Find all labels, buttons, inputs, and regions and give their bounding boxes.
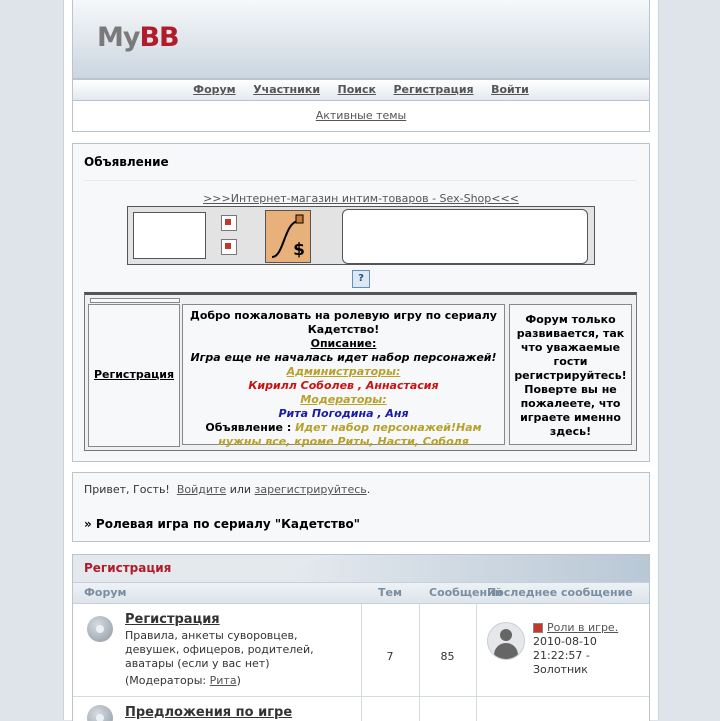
nav-login[interactable]: Войти	[491, 83, 529, 96]
info-text: Форум только развивается, так что уважаемые гости регистрируйтесь! Поверте вы не пожалеете, что играете именно здесь!	[514, 313, 627, 438]
col-divider	[361, 697, 362, 721]
active-topics-link[interactable]: Активные темы	[315, 109, 407, 122]
main-navigation	[72, 79, 650, 101]
nav-forum[interactable]: Форум	[193, 83, 236, 96]
forum-row	[73, 697, 649, 721]
banner-cursor-icon	[221, 215, 237, 231]
topic-count: 7	[386, 650, 394, 663]
post-count: 85	[440, 650, 455, 663]
announcement-divider	[84, 180, 637, 181]
category-title[interactable]: Регистрация	[84, 561, 172, 575]
registration-cell-bar	[90, 298, 180, 303]
col-last-post: Последнее сообщение	[487, 586, 633, 599]
welcome-text: Добро пожаловать на ролевую игру по сериалу Кадетство!	[190, 309, 497, 336]
last-post-info	[533, 621, 643, 677]
forum-status-icon	[87, 616, 113, 642]
moderator-link[interactable]: Рита	[209, 674, 237, 687]
last-post-link[interactable]: Роли в игре.	[547, 621, 619, 634]
banner-white-box	[133, 212, 206, 259]
banner-small-icon	[221, 239, 237, 255]
nav-search[interactable]: Поиск	[337, 83, 376, 96]
mods-suffix: )	[236, 674, 241, 687]
sub-navigation	[72, 100, 650, 132]
nav-members[interactable]: Участники	[253, 83, 321, 96]
col-topics: Тем	[378, 586, 402, 599]
col-divider	[476, 604, 477, 696]
column-headers	[73, 582, 649, 604]
category-header	[73, 555, 649, 582]
greeting-dot: .	[366, 483, 371, 496]
mybb-logo[interactable]	[97, 22, 179, 53]
dollar-sign: $	[293, 240, 305, 260]
registration-link[interactable]: Регистрация	[93, 368, 175, 381]
announcement-block	[72, 143, 650, 462]
help-icon[interactable]: ?	[352, 270, 370, 288]
avatar-body	[494, 643, 518, 659]
last-poster-avatar[interactable]	[487, 622, 525, 660]
last-post-icon	[533, 623, 543, 633]
mods-prefix: (Модераторы:	[125, 674, 210, 687]
col-divider	[476, 697, 477, 721]
login-link[interactable]: Войдите	[176, 483, 227, 496]
welcome-cell	[182, 304, 505, 448]
category-header-decor	[291, 555, 649, 582]
announcement-title: Объявление	[84, 155, 169, 169]
admins-list: Кирилл Соболев , Аннастасия	[248, 379, 439, 392]
forum-row	[73, 604, 649, 697]
notice-line	[183, 421, 504, 449]
forum-name-link[interactable]: Предложения по игре	[125, 705, 293, 720]
forum-name-link[interactable]: Регистрация	[125, 612, 220, 627]
ad-banner[interactable]	[127, 206, 595, 265]
col-posts: Сообщений	[429, 586, 503, 599]
avatar-head	[500, 629, 512, 641]
or-text: или	[229, 483, 252, 496]
col-forum: Форум	[84, 586, 127, 599]
last-post-date: 2010-08-10 21:22:57 -	[533, 635, 597, 662]
banner-dollar-chart-icon	[265, 210, 311, 263]
col-divider	[419, 697, 420, 721]
info-cell	[509, 304, 632, 445]
logo-my: My	[97, 22, 140, 53]
description-label: Описание:	[310, 337, 377, 350]
description-text: Игра еще не началась идет набор персонажей!	[190, 351, 497, 364]
forum-status-icon	[87, 705, 113, 721]
forum-description: Правила, анкеты суворовцев, девушек, офицеров, родителей, аватары (если у вас нет)	[125, 629, 314, 670]
register-link[interactable]: зарегистрируйтесь	[254, 483, 367, 496]
forum-header	[72, 0, 650, 79]
hello-text: Привет, Гость!	[84, 483, 170, 496]
guest-panel	[72, 472, 650, 542]
logo-bb: BB	[139, 22, 179, 53]
registration-cell	[88, 304, 180, 447]
mods-list: Рита Погодина , Аня	[278, 407, 409, 420]
announcement-table	[84, 292, 637, 451]
admins-label: Администраторы:	[286, 365, 401, 378]
forum-category	[72, 554, 650, 721]
guest-greeting	[84, 483, 370, 496]
notice-text: Идет набор персонажей!Нам нужны все, кроме Риты, Насти, Соболя	[218, 421, 482, 448]
mods-label: Модераторы:	[300, 393, 387, 406]
banner-text-box	[342, 209, 588, 264]
nav-register[interactable]: Регистрация	[393, 83, 474, 96]
breadcrumb: » Ролевая игра по сериалу "Кадетство"	[84, 517, 360, 531]
forum-moderators	[125, 674, 241, 687]
shop-link[interactable]: >>>Интернет-магазин интим-товаров - Sex-Shop<<<	[203, 192, 519, 205]
last-post-author[interactable]: Золотник	[533, 663, 588, 676]
notice-label: Объявление :	[205, 421, 292, 434]
